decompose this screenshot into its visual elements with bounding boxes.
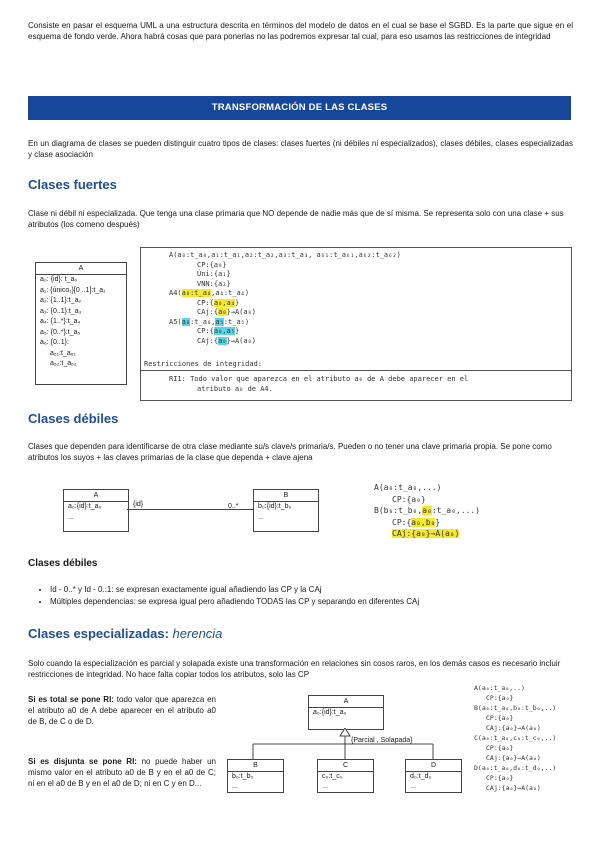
code-line: CP:{a₀} xyxy=(486,694,514,702)
code-line: CP:{a₀} xyxy=(486,774,514,782)
disjunta-ri-paragraph: Si es disjunta se pone RI: no puede haber un mismo valor en el atributo a0 de B y en el a0 de C; ni en el a0 de B y en el a0 de D; ni en C y en D... xyxy=(28,757,216,788)
uml-attribute: a₄: {1..*}:t_a₄ xyxy=(40,318,81,325)
strong-code-box xyxy=(140,247,572,401)
uml-attribute: a₆₂:t_a₆₂ xyxy=(50,360,77,367)
code-line: A(a₀:t_a₀,a₁:t_a₁,a₂:t_a₂,a₃:t_a₃, a₆₁:t_a₆₁,a₆₂:t_a₆₂) xyxy=(169,251,401,259)
specialization-code-listing xyxy=(474,683,556,793)
code-line: Úni:{a₁} xyxy=(197,270,231,278)
multiplicity-label: 0..* xyxy=(228,503,239,510)
code-line: A(a₀:t_a₀,...) xyxy=(374,483,442,492)
uml-attribute: a₃: {0..1}:t_a₃ xyxy=(40,307,82,315)
uml-attribute: b₀:{id}:t_b₀ xyxy=(258,503,292,510)
code-line: CP:{a₀} xyxy=(197,260,227,269)
code-line: CP:{a₀} xyxy=(486,714,514,722)
code-line: CP:{a₀} xyxy=(392,494,426,504)
list-item: • Id - 0..* y Id - 0..1: se expresan exactamente igual añadiendo las CP y la CAj xyxy=(50,584,576,596)
code-line: CAj:{a₀}→A(a₀) xyxy=(486,724,541,732)
debiles-paragraph: Clases que dependen para identificarse de otra clase mediante su/s clave/s primaria/s. Pueden o no tener una clave primaria propia. Se pone como atributos los suyos + las claves primarias de la clase que dependa + clave ajena xyxy=(28,442,552,462)
uml-attribute: a₂: {1..1}:t_a₂ xyxy=(40,297,82,304)
code-line: CAj:{a₀}→A(a₀) xyxy=(197,308,257,316)
uml-class-name: B xyxy=(254,490,318,502)
generalization-arrow-icon xyxy=(340,728,350,736)
uml-attribute: a₅: {0..*}:t_a₅ xyxy=(40,328,81,336)
uml-attribute: d₀:t_d₀ xyxy=(410,773,432,780)
code-line: CAj:{a₀}→A(a₀) xyxy=(197,336,257,345)
uml-attribute: ... xyxy=(322,782,328,790)
code-line: A(a₀:t_a₀,..) xyxy=(474,684,525,692)
code-line: CAj:{a₀}→A(a₀) xyxy=(392,529,460,538)
code-line: B(b₀:t_b₀,a₀:t_a₀,...) xyxy=(374,506,480,515)
uml-class-name: A xyxy=(36,263,126,275)
uml-attribute: a₀: {id}: t_a₀ xyxy=(40,276,78,283)
uml-class-name: A xyxy=(309,696,383,708)
heading-clases-especializadas: Clases especializadas: herencia xyxy=(28,626,223,641)
section-banner: TRANSFORMACIÓN DE LAS CLASES xyxy=(28,96,571,120)
generalization-lines xyxy=(240,728,450,760)
uml-class-name: C xyxy=(318,760,373,772)
intro-paragraph: Consiste en pasar el esquema UML a una estructura descrita en términos del modelo de datos en el cual se base el SGBD. Es la parte que sigue en el esquema de fondo verde. Ahora habrá cosas que para ponerlas no las podremos expresar tal cual, para eso usamos las restricciones de integridad xyxy=(28,21,573,41)
class-types-paragraph: En un diagrama de clases se pueden distinguir cuatro tipos de clases: clases fuertes (ni débiles ni especializados), clases débiles, clases especializadas y clase asociación xyxy=(28,139,573,159)
debiles-bullet-list xyxy=(36,584,576,607)
code-line: VNN:{a₂} xyxy=(197,279,231,288)
uml-child-class-b xyxy=(227,759,284,793)
uml-class-a-weak xyxy=(63,489,129,532)
fuertes-paragraph: Clase ni débil ni especializada. Que tenga una clase primaria que NO depende de nadie más que de sí misma. Se representa solo con una clase + sus atributos (los comeno después) xyxy=(28,209,564,229)
uml-attribute: c₀:t_c₀ xyxy=(322,773,343,780)
uml-attribute: a₆: {0..1}: xyxy=(40,339,69,346)
code-line: A5(a₀:t_a₀,a₅:t_a₅) xyxy=(169,317,250,326)
code-line: CP:{a₀} xyxy=(486,744,514,752)
uml-child-class-d xyxy=(405,759,462,793)
ri1-text: RI1: Todo valor que aparezca en el atributo a₀ de A debe aparecer en el atributo a₀ de A4. xyxy=(169,375,469,393)
heading-clases-debiles: Clases débiles xyxy=(28,411,119,426)
uml-attribute: ... xyxy=(232,782,238,790)
specialization-constraint: {Parcial , Solapada} xyxy=(351,737,413,744)
weak-code-listing xyxy=(374,482,480,540)
subheading-clases-debiles: Clases débiles xyxy=(28,558,98,569)
code-line: C(a₀:t_a₀,c₀:t_c₀,..) xyxy=(474,734,557,742)
uml-attribute: ... xyxy=(258,513,264,521)
code-line: CAj:{a₀}→A(a₀) xyxy=(486,784,541,792)
divider xyxy=(141,370,571,371)
especializadas-paragraph: Solo cuando la especialización es parcial y solapada existe una transformación en relaciones sin cosos raros, en los demás casos es necesario incluir restricciones de integridad. No hace falta copiar todos los atributos, solo las CP xyxy=(28,659,561,679)
uml-parent-class-a xyxy=(308,695,384,730)
list-item: • Múltiples dependencias: se expresa igual pero añadiendo TODAS las CP y separando en diferentes CAj xyxy=(50,596,576,608)
code-line: A4(a₀:t_a₀,a₄:t_a₄) xyxy=(169,289,250,297)
code-line: CP:{a₀,b₀} xyxy=(392,517,441,527)
restrictions-title: Restricciones de integridad: xyxy=(144,360,263,368)
id-label: {id} xyxy=(133,501,144,508)
code-line: B(a₀:t_a₀,b₀:t_b₀,..) xyxy=(474,704,557,712)
uml-attribute: a₆₁:t_a₆₁ xyxy=(50,349,76,357)
uml-attribute: ... xyxy=(410,782,416,790)
uml-attribute: a₀:{id}:t_a₀ xyxy=(68,503,102,510)
uml-attribute: ... xyxy=(68,513,74,521)
total-ri-paragraph: Si es total se pone RI: todo valor que aparezca en el atributo a0 de A debe aparecer en el atributo a0 de B, de C o de D. xyxy=(28,695,216,726)
uml-attribute: a₀:{id}:t_a₀ xyxy=(313,709,347,716)
uml-class-b-weak xyxy=(253,489,319,532)
code-line: CP:{a₀,a₄} xyxy=(197,298,240,307)
code-line: D(a₀:t_a₀,d₀:t_d₀,..) xyxy=(474,764,557,772)
uml-attribute: a₁: {único₁}[0 ..1]:t_a₁ xyxy=(40,286,106,294)
code-listing xyxy=(169,251,401,346)
code-line: CP:{a₀,a₅} xyxy=(197,327,240,335)
uml-class-name: B xyxy=(228,760,283,772)
uml-class-name: D xyxy=(406,760,461,772)
uml-class-a-strong xyxy=(35,262,127,385)
uml-attribute: b₀:t_b₀ xyxy=(232,773,254,780)
code-line: CAj:{a₀}→A(a₀) xyxy=(486,754,541,762)
heading-clases-fuertes: Clases fuertes xyxy=(28,177,117,192)
uml-child-class-c xyxy=(317,759,374,793)
uml-class-name: A xyxy=(64,490,128,502)
